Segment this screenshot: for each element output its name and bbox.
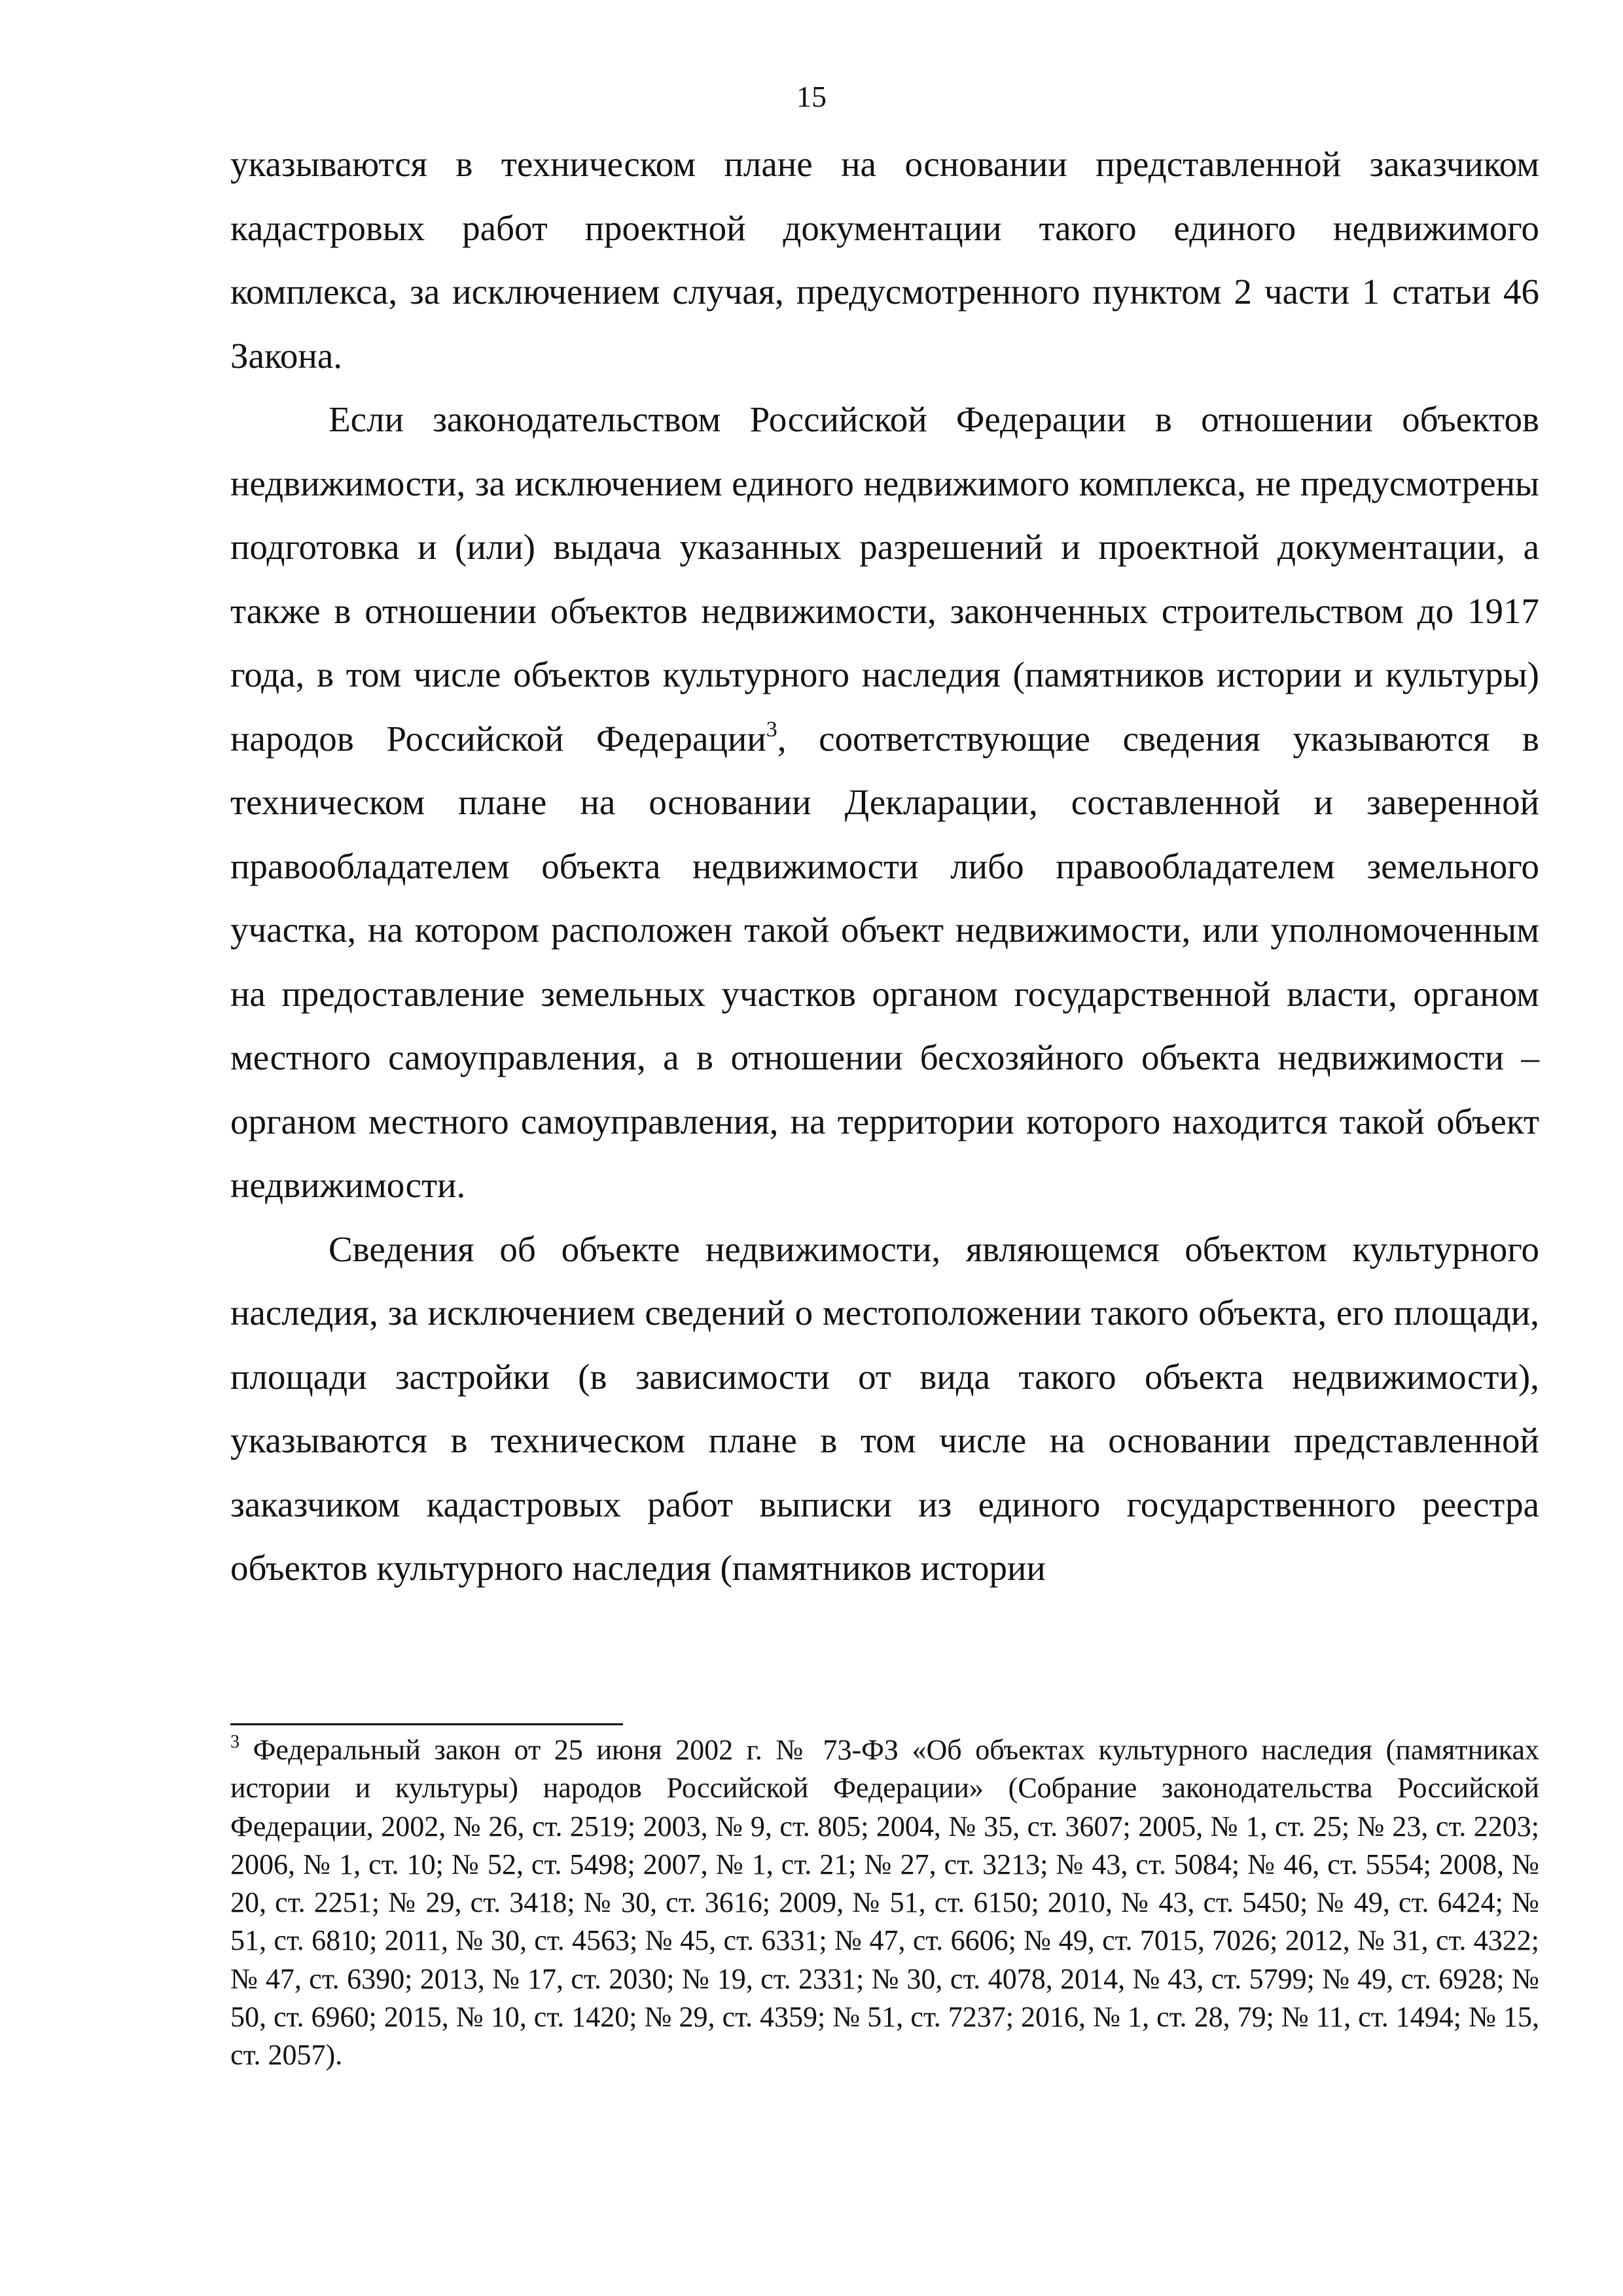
paragraph-text: Если законодательством Российской Федерации в отношении объектов недвижимости, за исключением единого недвижимого комплекса, не предусмотрены подготовка и (или) выдача указанных разрешений и проектной документации, а также в отношении объектов недвижимости, законченных строительством до 1917 года, в том числе объектов культурного наследия (памятников истории и культуры) народов Российской Федерации <box>230 399 1539 759</box>
paragraph-declaration <box>230 387 1539 1217</box>
footnote <box>230 1731 1539 2075</box>
page-number: 15 <box>796 80 827 113</box>
paragraph-text: , соответствующие сведения указываются в техническом плане на основании Декларации, составленной и заверенной правообладателем объекта недвижимости либо правообладателем земельного участка, на котором расположен такой объект недвижимости, или уполномоченным на предоставление земельных участков органом государственной власти, органом местного самоуправления, а в отношении бесхозяйного объекта недвижимости – органом местного самоуправления, на территории которого находится такой объект недвижимости. <box>230 718 1540 1205</box>
paragraph-cultural-heritage: Сведения об объекте недвижимости, являющемся объектом культурного наследия, за исключением сведений о местоположении такого объекта, его площади, площади застройки (в зависимости от вида такого объекта недвижимости), указываются в техническом плане в том числе на основании представленной заказчиком кадастровых работ выписки из единого государственного реестра объектов культурного наследия (памятников истории <box>230 1229 1539 1588</box>
document-body <box>230 132 1539 1600</box>
paragraph-continuation: указываются в техническом плане на основании представленной заказчиком кадастровых работ проектной документации такого единого недвижимого комплекса, за исключением случая, предусмотренного пунктом 2 части 1 статьи 46 Закона. <box>230 144 1539 376</box>
footnote-text: Федеральный закон от 25 июня 2002 г. № 73-ФЗ «Об объектах культурного наследия (памятниках истории и культуры) народов Российской Федерации» (Собрание законодательства Российской Федерации, 2002, № 26, ст. 2519; 2003, № 9, ст. 805; 2004, № 35, ст. 3607; 2005, № 1, ст. 25; № 23, ст. 2203; 2006, № 1, ст. 10; № 52, ст. 5498; 2007, № 1, ст. 21; № 27, ст. 3213; № 43, ст. 5084; № 46, ст. 5554; 2008, № 20, ст. 2251; № 29, ст. 3418; № 30, ст. 3616; 2009, № 51, ст. 6150; 2010, № 43, ст. 5450; № 49, ст. 6424; № 51, ст. 6810; 2011, № 30, ст. 4563; № 45, ст. 6331; № 47, ст. 6606; № 49, ст. 7015, 7026; 2012, № 31, ст. 4322; № 47, ст. 6390; 2013, № 17, ст. 2030; № 19, ст. 2331; № 30, ст. 4078, 2014, № 43, ст. 5799; № 49, ст. 6928; № 50, ст. 6960; 2015, № 10, ст. 1420; № 29, ст. 4359; № 51, ст. 7237; 2016, № 1, ст. 28, 79; № 11, ст. 1494; № 15, ст. 2057). <box>230 1734 1539 2072</box>
footnote-marker: 3 <box>230 1732 240 1752</box>
footnote-reference: 3 <box>766 717 777 742</box>
footnote-separator <box>230 1723 623 1725</box>
